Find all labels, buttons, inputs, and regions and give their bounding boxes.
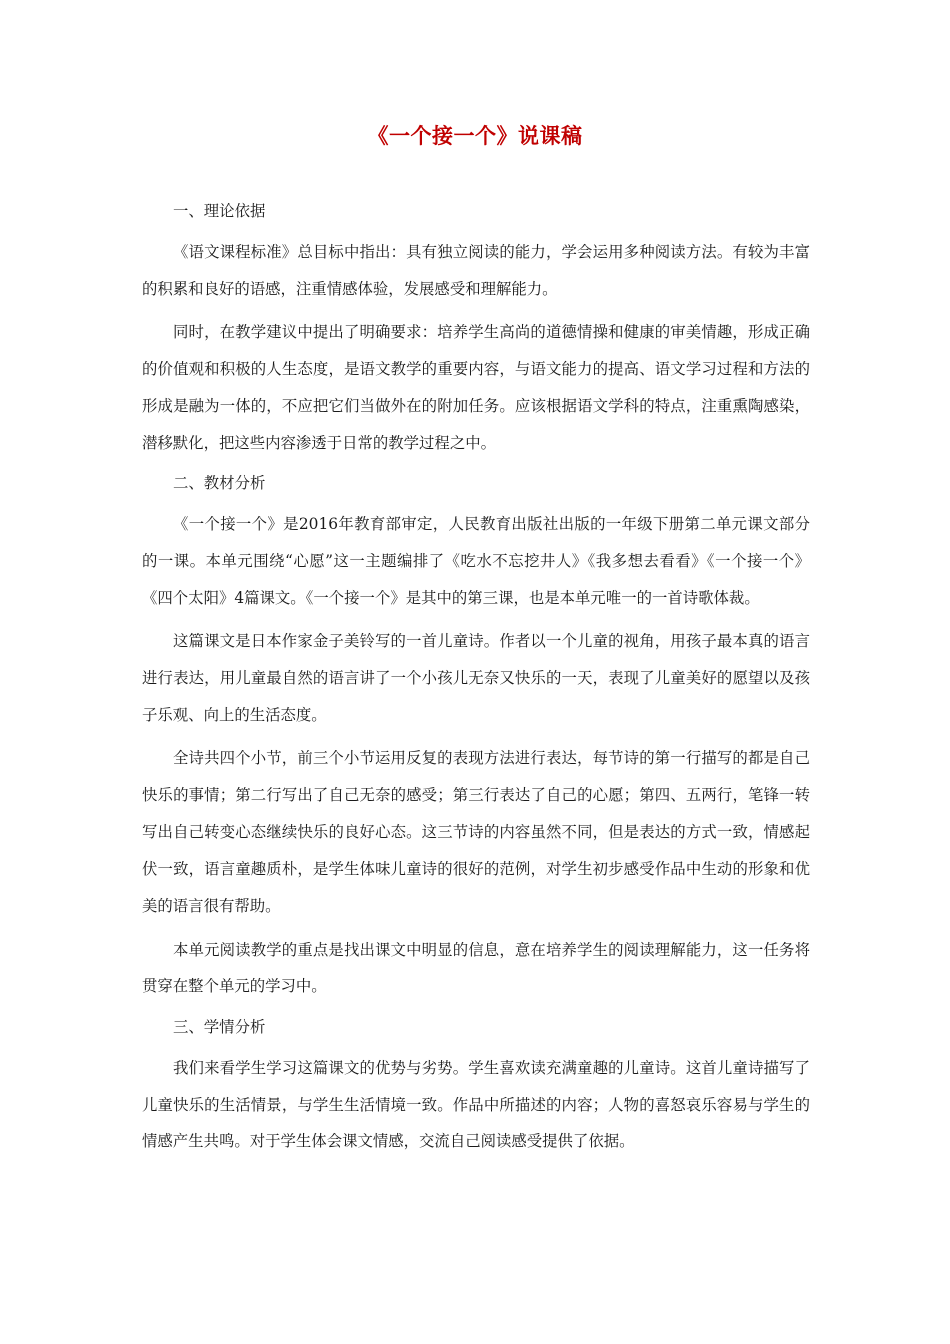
section-heading-students: 三、学情分析 <box>173 1017 266 1036</box>
paragraph: 全诗共四个小节，前三个小节运用反复的表现方法进行表达，每节诗的第一行描写的都是自己快乐的事情；第二行写出了自己无奈的感受；第三行表达了自己的心愿；第四、五两行，笔锋一转写出自己转变心态继续快乐的良好心态。这三节诗的内容虽然不同，但是表达的方式一致，情感起伏一致，语言童趣质朴，是学生体味儿童诗的很好的范例，对学生初步感受作品中生动的形象和优美的语言很有帮助。 <box>142 749 810 916</box>
document-body <box>142 196 810 1167</box>
paragraph: 本单元阅读教学的重点是找出课文中明显的信息，意在培养学生的阅读理解能力，这一任务将贯穿在整个单元的学习中。 <box>142 940 810 996</box>
paragraph: 《语文课程标准》总目标中指出：具有独立阅读的能力，学会运用多种阅读方法。有较为丰富的积累和良好的语感，注重情感体验，发展感受和理解能力。 <box>142 242 810 298</box>
paragraph: 这篇课文是日本作家金子美铃写的一首儿童诗。作者以一个儿童的视角，用孩子最本真的语言进行表达，用儿童最自然的语言讲了一个小孩儿无奈又快乐的一天，表现了儿童美好的愿望以及孩子乐观、向上的生活态度。 <box>142 632 810 725</box>
paragraph: 《一个接一个》是2016年教育部审定，人民教育出版社出版的一年级下册第二单元课文部分的一课。本单元围绕“心愿”这一主题编排了《吃水不忘挖井人》《我多想去看看》《一个接一个》《四个太阳》4篇课文。《一个接一个》是其中的第三课，也是本单元唯一的一首诗歌体裁。 <box>142 515 810 607</box>
paragraph: 我们来看学生学习这篇课文的优势与劣势。学生喜欢读充满童趣的儿童诗。这首儿童诗描写了儿童快乐的生活情景，与学生生活情境一致。作品中所描述的内容；人物的喜怒哀乐容易与学生的情感产生共鸣。对于学生体会课文情感，交流自己阅读感受提供了依据。 <box>142 1058 810 1151</box>
section-heading-material: 二、教材分析 <box>173 474 266 493</box>
section-heading-theory: 一、理论依据 <box>173 202 266 220</box>
paragraph: 同时，在教学建议中提出了明确要求：培养学生高尚的道德情操和健康的审美情趣，形成正确的价值观和积极的人生态度，是语文教学的重要内容，与语文能力的提高、语文学习过程和方法的形成是融为一体的，不应把它们当做外在的附加任务。应该根据语文学科的特点，注重熏陶感染，潜移默化，把这些内容渗透于日常的教学过程之中。 <box>142 323 810 452</box>
document-title: 《一个接一个》说课稿 <box>367 124 583 148</box>
